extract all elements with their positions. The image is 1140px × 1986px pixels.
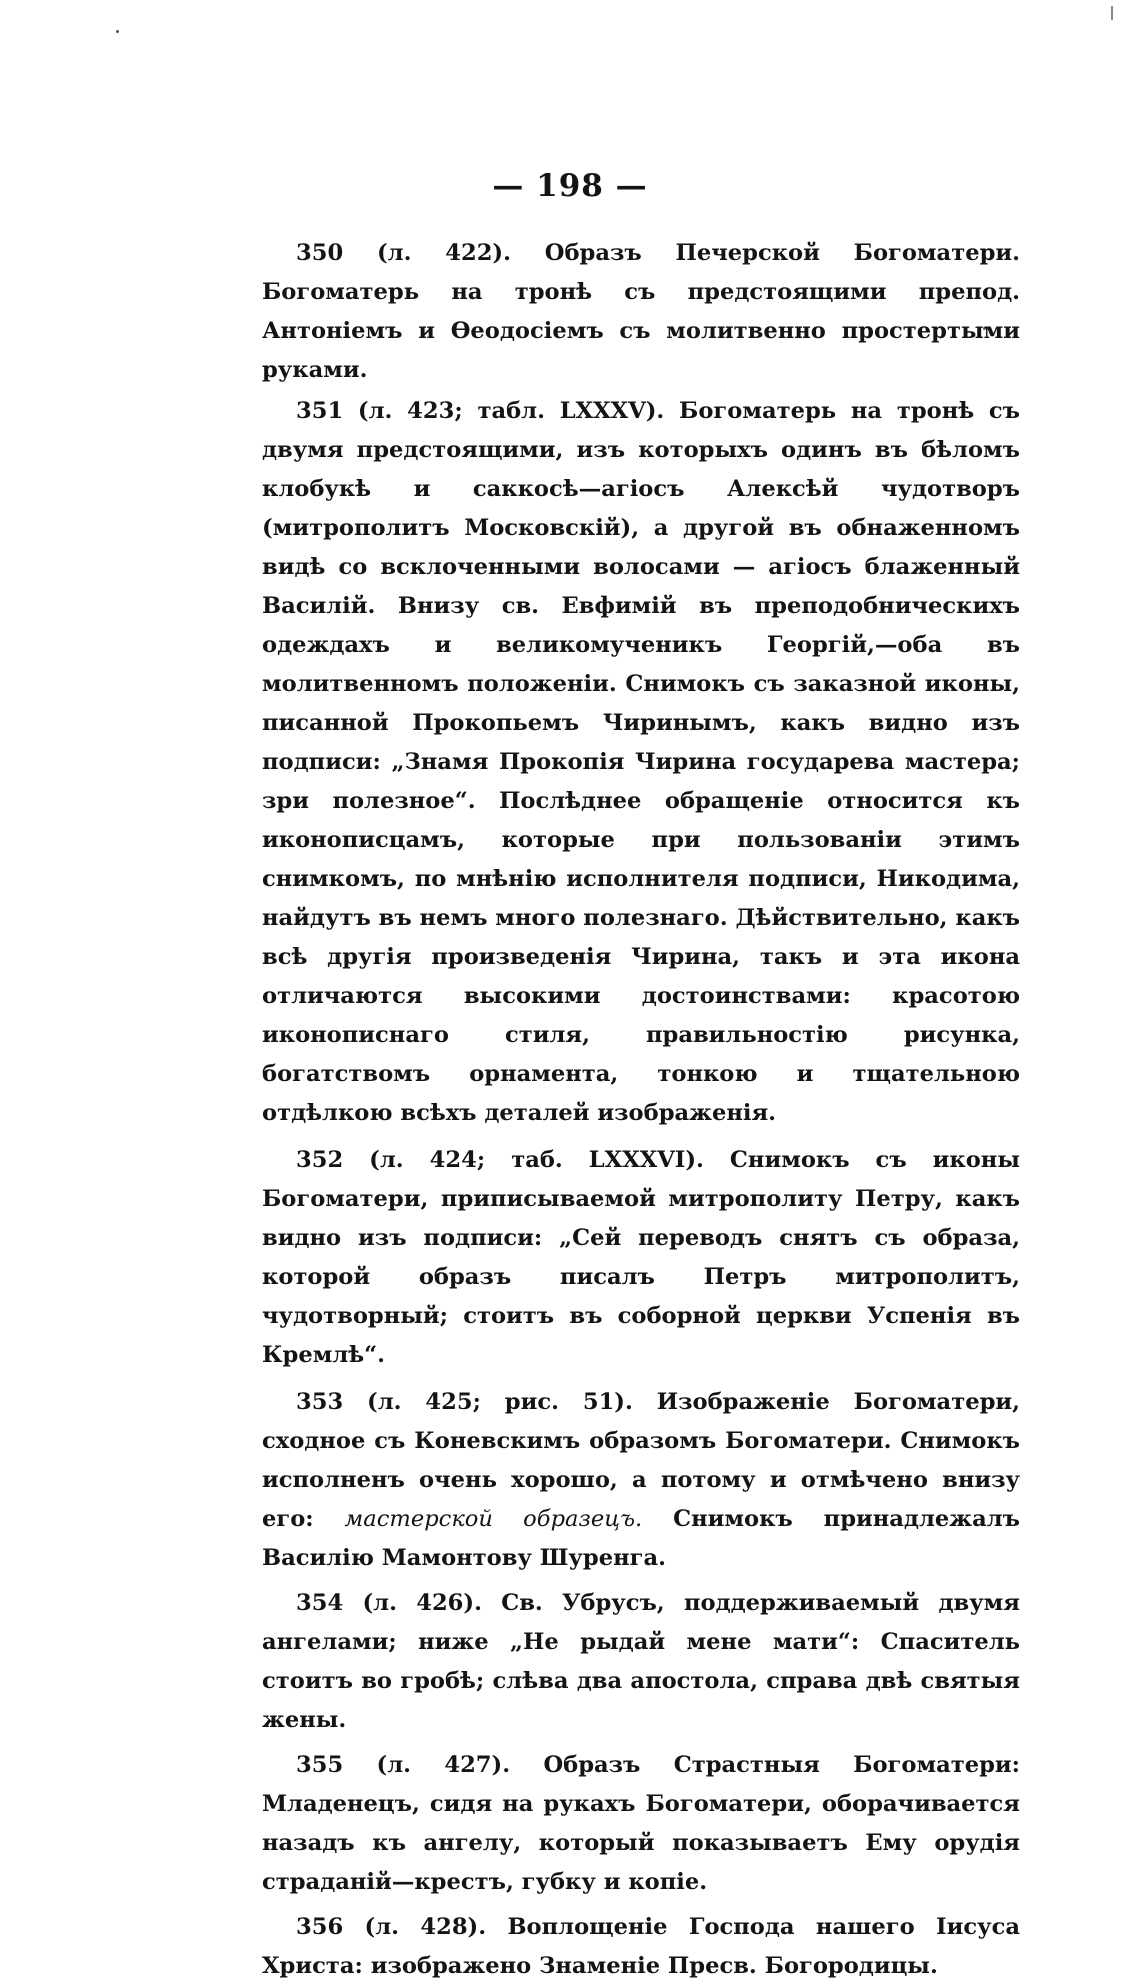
catalog-entry-350: 350 (л. 422). Образъ Печерской Богоматери. Богоматерь на тронѣ съ предстоящими препод. Антоніемъ и Ѳеодосіемъ съ молитвенно простертыми руками. — [262, 240, 1020, 383]
page-number: — 198 — — [492, 168, 648, 204]
scan-edge-mark — [1111, 6, 1113, 20]
scan-speck — [116, 30, 119, 33]
entry-353-text-end: Снимокъ принадлежалъ Василію Мамонтову Шуренга. — [262, 1506, 1021, 1571]
catalog-entry-353 — [262, 1383, 1020, 1578]
entry-353-text: 353 (л. 425; рис. 51). Изображеніе Богоматери, сходное съ Коневскимъ образомъ Богоматери. Снимокъ исполненъ очень хорошо, а потому и отмѣчено внизу его: — [262, 1389, 1020, 1532]
catalog-entry-352: 352 (л. 424; таб. LXXXVI). Снимокъ съ иконы Богоматери, приписываемой митрополиту Петру, какъ видно изъ подписи: „Сей переводъ снятъ съ образа, которой образъ писалъ Петръ митрополитъ, чудотворный; стоитъ въ соборной церкви Успенія въ Кремлѣ“. — [262, 1147, 1020, 1368]
catalog-entry-356: 356 (л. 428). Воплощеніе Господа нашего Іисуса Христа: изображено Знаменіе Пресв. Богородицы. — [262, 1914, 1020, 1979]
catalog-entry-351: 351 (л. 423; табл. LXXXV). Богоматерь на тронѣ съ двумя предстоящими, изъ которыхъ одинъ въ бѣломъ клобукѣ и саккосѣ—агіосъ Алексѣй чудотворъ (митрополитъ Московскій), а другой въ обнаженномъ видѣ со всклоченными волосами — агіосъ блаженный Василій. Внизу св. Евфимій въ преподобническихъ одеждахъ и великомученикъ Георгій,—оба въ молитвенномъ положеніи. Снимокъ съ заказной иконы, писанной Прокопьемъ Чиринымъ, какъ видно изъ подписи: „Знамя Прокопія Чирина государева мастера; зри полезное“. Послѣднее обращеніе относится къ иконописцамъ, которые при пользованіи этимъ снимкомъ, по мнѣнію исполнителя подписи, Никодима, найдутъ въ немъ много полезнаго. Дѣйствительно, какъ всѣ другія произведенія Чирина, такъ и эта икона отличаются высокими достоинствами: красотою иконописнаго стиля, правильностію рисунка, богатствомъ орнамента, тонкою и тщательною отдѣлкою всѣхъ деталей изображенія. — [262, 398, 1020, 1126]
catalog-text — [262, 234, 1020, 1986]
catalog-entry-354: 354 (л. 426). Св. Убрусъ, поддерживаемый двумя ангелами; ниже „Не рыдай мене мати“: Спаситель стоитъ во гробѣ; слѣва два апостола, справа двѣ святыя жены. — [262, 1590, 1020, 1733]
catalog-entry-355: 355 (л. 427). Образъ Страстныя Богоматери: Младенецъ, сидя на рукахъ Богоматери, оборачивается назадъ къ ангелу, который показываетъ Ему орудія страданій—крестъ, губку и копіе. — [262, 1752, 1020, 1895]
entry-353-italic-note: мастерской образецъ. — [344, 1506, 643, 1532]
